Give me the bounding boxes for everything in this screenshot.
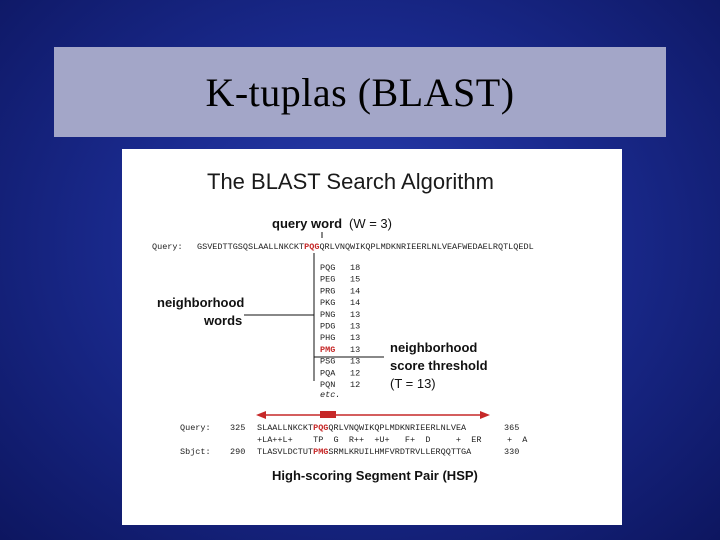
figure-panel [122, 149, 622, 525]
neighborhood-score: 12 [350, 380, 361, 390]
aln-subject-word: PMG [313, 447, 329, 457]
query-seq-word: PQG [304, 242, 320, 252]
neighborhood-words-label-2: words [204, 313, 243, 328]
neighborhood-word: PQN [320, 380, 336, 390]
threshold-label-3: (T = 13) [390, 376, 436, 391]
neighborhood-word: PRG [320, 286, 336, 297]
aln-subject-before: TLASVLDCTUT [257, 447, 314, 457]
query-seq-before: GSVEDTTGSQSLAALLNKCKT [197, 242, 305, 252]
query-seq-after: QRLVNQWIKQPLMDKNRIEERLNLVEAFWEDAELRQTLQEDL [319, 242, 534, 252]
hsp-label: High-scoring Segment Pair (HSP) [272, 468, 478, 483]
neighborhood-word: PMG [320, 344, 336, 355]
neighborhood-score: 13 [350, 333, 361, 344]
threshold-label-2: score threshold [390, 358, 488, 373]
neighborhood-word: PNG [320, 309, 336, 320]
aln-query-seq [257, 423, 467, 433]
neighborhood-score: 14 [350, 286, 361, 297]
hsp-word-marker [320, 411, 336, 418]
neighborhood-word: PEG [320, 274, 336, 285]
neighborhood-score: 15 [350, 274, 361, 285]
aln-subject-end: 330 [504, 447, 520, 457]
aln-query-word: PQG [313, 423, 329, 433]
figure-heading: The BLAST Search Algorithm [207, 169, 494, 194]
aln-subject-after: SRMLKRUILHMFVRDTRVLLERQQTTGA [328, 447, 472, 457]
neighborhood-word: PDG [320, 321, 336, 332]
aln-query-after: QRLVNQWIKQPLMDKNRIEERLNLVEA [328, 423, 467, 433]
neighborhood-score: 14 [350, 298, 361, 309]
neighborhood-score: 13 [350, 321, 361, 332]
aln-match-line: +LA++L+ TP G R++ +U+ F+ D + ER + A [257, 435, 528, 445]
aln-subject-start: 290 [230, 447, 246, 457]
query-sequence [197, 242, 534, 252]
neighborhood-list [320, 263, 360, 390]
query-prefix: Query: [152, 242, 183, 252]
aln-query-before: SLAALLNKCKT [257, 423, 314, 433]
neighborhood-word: PKG [320, 298, 336, 309]
etc-label: etc. [320, 390, 341, 400]
aln-query-prefix: Query: [180, 423, 211, 433]
neighborhood-score: 13 [350, 356, 361, 367]
aln-query-start: 325 [230, 423, 246, 433]
neighborhood-score: 12 [350, 368, 361, 379]
query-word-label: query word [272, 216, 343, 231]
aln-query-end: 365 [504, 423, 520, 433]
neighborhood-word: PQG [320, 263, 336, 273]
neighborhood-score: 13 [350, 344, 361, 355]
blast-diagram [122, 149, 622, 525]
slide-title: K-tuplas (BLAST) [205, 69, 515, 115]
neighborhood-words-label-1: neighborhood [157, 295, 245, 310]
neighborhood-score: 13 [350, 309, 361, 320]
aln-subject-seq [257, 447, 472, 457]
threshold-label-1: neighborhood [390, 340, 478, 355]
query-word-param: (W = 3) [349, 216, 392, 231]
aln-subject-prefix: Sbjct: [180, 447, 211, 457]
neighborhood-word: PHG [320, 333, 336, 344]
neighborhood-word: PQA [320, 368, 336, 379]
hsp-arrow-right [480, 411, 490, 419]
hsp-arrow-left [256, 411, 266, 419]
neighborhood-word: PSG [320, 356, 336, 367]
title-box [54, 47, 666, 137]
neighborhood-score: 18 [350, 263, 361, 273]
